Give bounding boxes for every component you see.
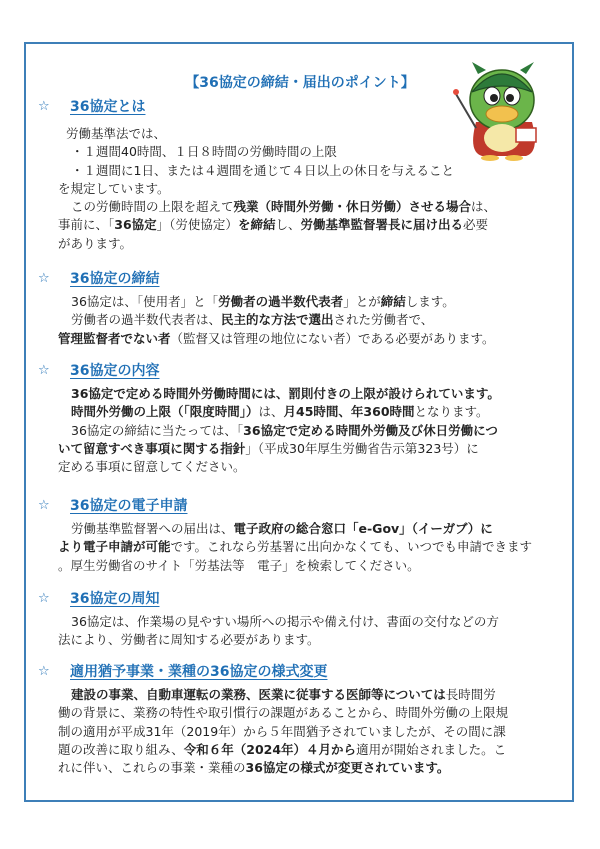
text-line [58,557,558,575]
emphasis-text: 36協定の様式が変更されています。 [245,760,450,776]
body-text: 定める事項に留意してください。 [58,459,246,475]
section-body [58,293,558,348]
emphasis-text: 令和６年（2024年）４月から [183,741,357,757]
emphasis-text: 時間外労働の上限（「限度時間」） [71,404,259,420]
section-body [58,385,558,476]
section-body [58,520,558,575]
emphasis-text: 電子政府の総合窓口「e-Gov」（イーガブ）に [233,521,493,536]
body-text: 法により、労働者に周知する必要があります。 [58,632,320,648]
body-text: この労働時間の上限を超えて [71,199,234,215]
text-line [58,143,558,161]
emphasis-text: 民主的な方法で選出 [221,312,334,328]
body-text: 労働基準法では、 [66,126,167,141]
text-line [58,180,558,198]
text-line [58,631,558,649]
body-text: 」とが [343,294,381,309]
section-heading-text: 36協定とは [70,99,146,115]
body-text: 働の背景に、業務の特性や取引慣行の課題があることから、時間外労働の上限規 [58,705,509,721]
body-text: 」（労使協定） [156,217,238,233]
section-heading [38,661,327,681]
body-text: 制の適用が平成31年（2019年）から５年間猶予されていましたが、その間に課 [58,723,506,739]
text-line [58,198,558,216]
section-body [58,686,558,777]
text-line [58,520,558,538]
emphasis-text: 月45時間、年360時間 [283,404,415,420]
section-body [58,613,558,650]
body-text: された労働者で、 [333,312,434,328]
text-line [58,162,558,180]
body-text: は、 [258,404,284,420]
body-text: となります。 [414,404,489,420]
emphasis-text: 残業（時間外労働・休日労働）させる場合 [233,199,472,215]
body-text: 長時間労 [445,687,496,702]
body-text: し、 [275,217,301,233]
emphasis-text: いて留意すべき事項に関する指針 [58,440,246,456]
star-icon: ☆ [38,98,50,114]
body-text: 36協定の締結に当たっては、「 [71,422,244,438]
text-line [58,311,558,329]
text-line [58,422,558,440]
section-body [58,125,558,253]
body-text: （監督又は管理の地位にない者）である必要があります。 [170,330,495,346]
body-text: です。これなら労基署に出向かなくても、いつでも申請できます [170,539,533,555]
emphasis-text: 労働者の過半数代表者 [218,294,344,309]
section-heading-text: 36協定の電子申請 [70,498,188,514]
emphasis-text: 36協定で定める時間外労働時間には、罰則付きの上限が設けられています。 [71,386,500,401]
text-line [58,759,558,777]
body-text: ・１週間40時間、１日８時間の労働時間の上限 [71,144,337,160]
text-line [58,440,558,458]
text-line [58,235,558,253]
body-text: 適用が開始されました。こ [356,741,507,757]
body-text: 労働基準監督署への届出は、 [71,521,234,536]
emphasis-text: を締結 [237,217,276,233]
text-line [58,385,558,403]
text-line [58,125,558,143]
section-heading-text: 36協定の周知 [70,591,160,607]
text-line [58,403,558,421]
text-line [58,704,558,722]
emphasis-text: 36協定で定める時間外労働及び休日労働につ [243,422,498,438]
emphasis-text: より電子申請が可能 [58,539,171,555]
emphasis-text: 労働基準監督署長に届け出る [300,217,463,233]
body-text: 題の改善に取り組み、 [58,741,184,757]
body-text: を規定しています。 [58,180,170,196]
body-text: ・１週間に1日、または４週間を通じて４日以上の休日を与えること [71,162,454,178]
emphasis-text: 建設の事業、自動車運転の業務、医業に従事する医師等については [71,687,446,702]
body-text: 必要 [462,217,488,233]
body-text: は、 [471,199,497,215]
body-text: 事前に、「 [58,217,115,233]
section-heading-text: 適用猶予事業・業種の36協定の様式変更 [70,664,328,680]
body-text: れに伴い、これらの事業・業種の [58,760,246,776]
emphasis-text: 管理監督者でない者 [58,330,171,346]
star-icon: ☆ [38,590,50,606]
text-line [58,723,558,741]
body-text: 36協定は、作業場の見やすい場所への掲示や備え付け、書面の交付などの方 [71,614,499,629]
text-line [58,741,558,759]
star-icon: ☆ [38,270,50,286]
star-icon: ☆ [38,497,50,513]
body-text: します。 [405,294,455,309]
section-heading [38,268,159,288]
section-heading-text: 36協定の締結 [70,271,160,287]
section-heading [38,495,187,515]
text-line [58,293,558,311]
text-line [58,538,558,556]
text-line [58,613,558,631]
text-line [58,330,558,348]
star-icon: ☆ [38,663,50,679]
body-text: 。厚生労働省のサイト「労基法等 電子」を検索してください。 [58,557,420,573]
star-icon: ☆ [38,362,50,378]
emphasis-text: 締結 [380,294,406,309]
body-text: 労働者の過半数代表者は、 [71,312,222,328]
section-heading [38,360,159,380]
section-heading [38,588,159,608]
text-line [58,458,558,476]
text-line [58,216,558,234]
body-text: 36協定は、「使用者」と「 [71,294,219,309]
emphasis-text: 36協定 [114,217,157,233]
text-line [58,686,558,704]
body-text: があります。 [58,235,133,251]
body-text: 」（平成30年厚生労働省告示第323号）に [245,440,479,456]
section-heading [38,96,145,116]
page-title: 【36協定の締結・届出のポイント】 [185,75,415,91]
section-heading-text: 36協定の内容 [70,363,160,379]
